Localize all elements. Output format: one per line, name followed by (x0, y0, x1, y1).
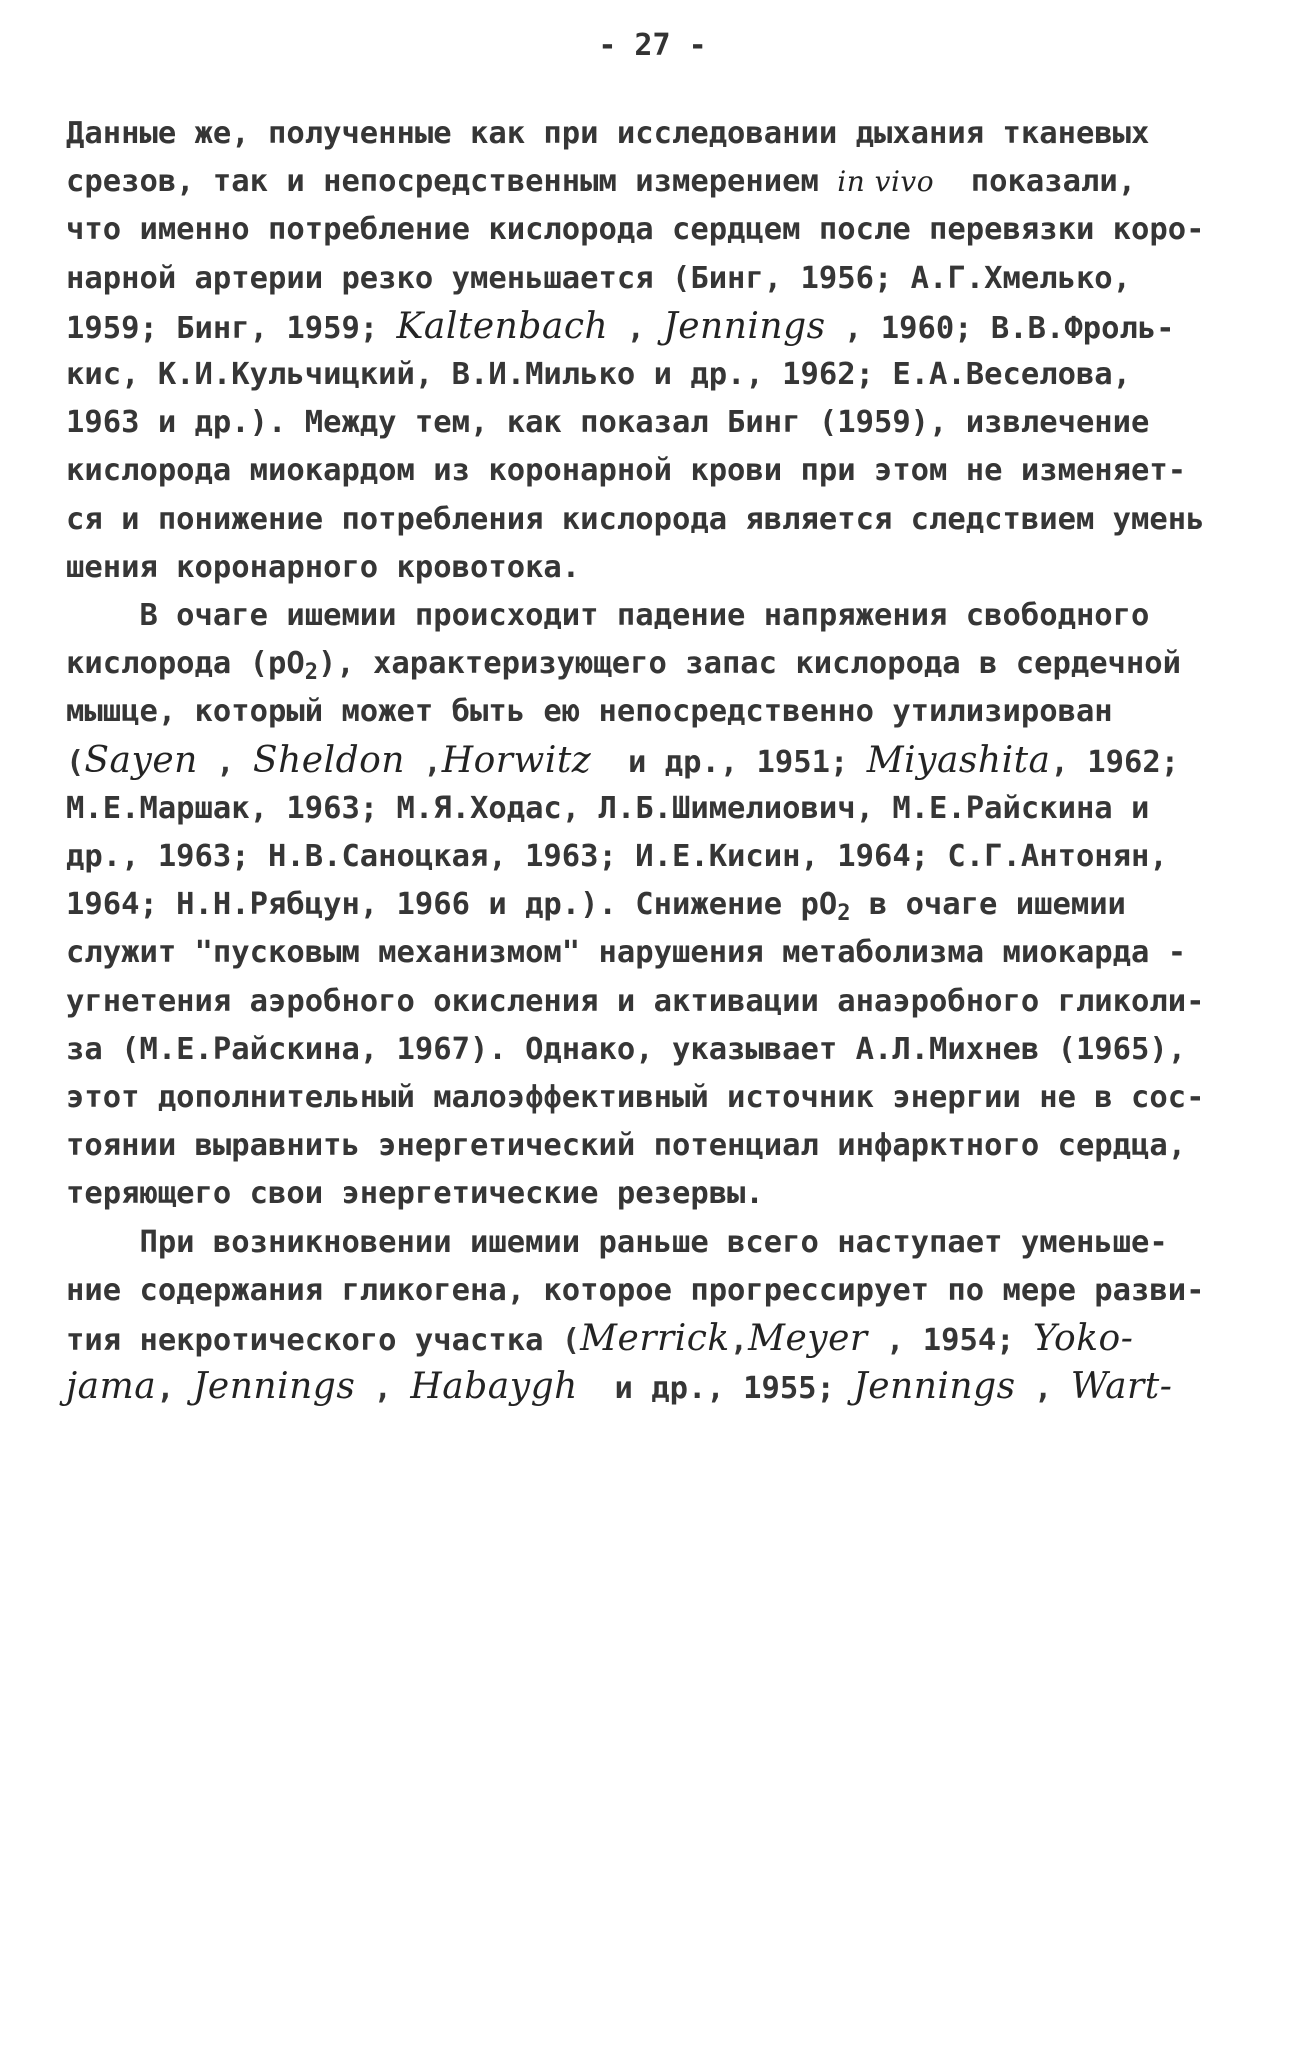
handwritten-name: Miyashita (866, 739, 1051, 781)
text-line (66, 1174, 764, 1214)
typed-text: При возникновении ишемии раньше всего наступает уменьше- (66, 1224, 1168, 1260)
handwritten-name: Merrick (580, 1318, 730, 1359)
typed-text: шения коронарного кровотока. (66, 549, 581, 585)
text-line (66, 210, 1204, 250)
typed-text: 1963 и др.). Между тем, как показал Бинг (1959), извлечение (66, 405, 1150, 441)
handwritten-name: Jennings (853, 1366, 1016, 1408)
typed-text: служит "пусковым механизмом" нарушения метаболизма миокарда - (66, 935, 1187, 971)
typed-text: 1959; Бинг, 1959; (66, 310, 397, 346)
text-line (66, 837, 1168, 877)
subscript: 2 (837, 901, 851, 927)
typed-text: , (729, 1323, 749, 1358)
typed-text: , 1954; (867, 1323, 1033, 1358)
handwritten-name: Meyer (748, 1318, 868, 1359)
typed-text: нарной артерии резко уменьшается (Бинг, 1956; А.Г.Хмелько, (66, 260, 1132, 296)
handwritten-name: in vivo (837, 165, 935, 199)
typed-text: кис, К.И.Кульчицкий, В.И.Милько и др., 1962; Е.А.Веселова, (66, 357, 1132, 392)
handwritten-name: jama (66, 1366, 157, 1408)
typed-text: теряющего свои энергетические резервы. (66, 1176, 764, 1212)
typed-text: и др., 1955; (577, 1371, 854, 1407)
text-line (66, 741, 1179, 783)
text-line (66, 1367, 1172, 1409)
typed-text: кислорода (pO (66, 646, 305, 682)
typed-text: ), характеризующего запас кислорода в сердечной (317, 646, 1182, 682)
typed-text: что именно потребление кислорода сердцем после перевязки коро- (66, 212, 1205, 248)
text-line (66, 114, 1149, 154)
text-line (66, 933, 1186, 973)
typed-text: , (405, 744, 442, 780)
text-line (66, 1271, 1204, 1311)
text-line (66, 982, 1204, 1022)
text-line (66, 1078, 1204, 1118)
typed-text: в очаге ишемии (850, 887, 1126, 923)
typed-text: ние содержания гликогена, которое прогрессирует по мере разви- (66, 1272, 1205, 1308)
typed-text: и др., 1951; (591, 744, 867, 780)
typed-text: кислорода миокардом из коронарной крови при этом не изменяет- (66, 453, 1187, 489)
typed-text: ся и понижение потребления кислорода является следствием умень (66, 501, 1205, 537)
typed-text: ( (66, 744, 85, 780)
typed-text: , (608, 310, 664, 346)
typed-text: , 1960; В.В.Фроль- (825, 310, 1175, 346)
typed-text: В очаге ишемии происходит падение напряжения свободного (66, 598, 1150, 633)
typed-text: за (М.Е.Райскина, 1967). Однако, указывает А.Л.Михнев (1965), (66, 1031, 1187, 1067)
typed-text: М.Е.Маршак, 1963; М.Я.Ходас, Л.Б.Шимелиович, М.Е.Райскина и (66, 790, 1150, 826)
handwritten-name: Sheldon (252, 739, 405, 781)
text-line (66, 500, 1204, 540)
typed-text: этот дополнительный малоэффективный источник энергии не в сос- (66, 1080, 1205, 1115)
typed-text: мышце, который может быть ею непосредственно утилизирован (66, 694, 1113, 730)
typed-text: , (355, 1371, 411, 1407)
handwritten-name: Kaltenbach (396, 305, 609, 347)
typed-text: , 1962; (1050, 744, 1180, 780)
typed-text: тия некротического участка ( (66, 1323, 581, 1358)
text-line (66, 1030, 1186, 1070)
text-line (66, 548, 580, 588)
text-line (66, 1126, 1186, 1166)
text-line (66, 885, 1126, 934)
typed-text: др., 1963; Н.В.Саноцкая, 1963; И.Е.Кисин, 1964; С.Г.Антонян, (66, 839, 1168, 874)
subscript: 2 (304, 660, 318, 686)
text-line (66, 355, 1131, 395)
typed-text: срезов, так и непосредственным измерением (66, 164, 838, 200)
typed-text: Данные же, полученные как при исследовании дыхания тканевых (66, 116, 1150, 151)
typed-text: угнетения аэробного окисления и активации анаэробного гликоли- (66, 983, 1205, 1019)
page-number: - 27 - (598, 28, 707, 63)
typed-text: , (197, 744, 253, 780)
text-line (66, 644, 1181, 693)
typed-text: , (156, 1371, 193, 1407)
handwritten-name: Horwitz (441, 739, 592, 781)
typed-text: тоянии выравнить энергетический потенциал инфарктного сердца, (66, 1128, 1187, 1164)
handwritten-name: Yoko- (1032, 1318, 1134, 1359)
text-line (66, 596, 1149, 636)
handwritten-name: Habaygh (410, 1366, 578, 1408)
typed-text: показали, (934, 164, 1137, 200)
handwritten-name: Jennings (663, 305, 826, 347)
text-line (66, 162, 1136, 202)
handwritten-name: Jennings (192, 1366, 356, 1408)
text-line (66, 1319, 1133, 1361)
text-line (66, 403, 1149, 443)
handwritten-name: Sayen (84, 739, 198, 781)
typed-text: 1964; Н.Н.Рябцун, 1966 и др.). Снижение pO (66, 887, 838, 923)
text-line (66, 789, 1149, 829)
text-line (66, 1223, 1168, 1263)
text-line (66, 692, 1113, 732)
handwritten-name: Wart- (1070, 1366, 1173, 1408)
text-line (66, 307, 1175, 349)
typed-text: , (1015, 1371, 1071, 1407)
text-line (66, 259, 1131, 299)
text-line (66, 451, 1186, 491)
